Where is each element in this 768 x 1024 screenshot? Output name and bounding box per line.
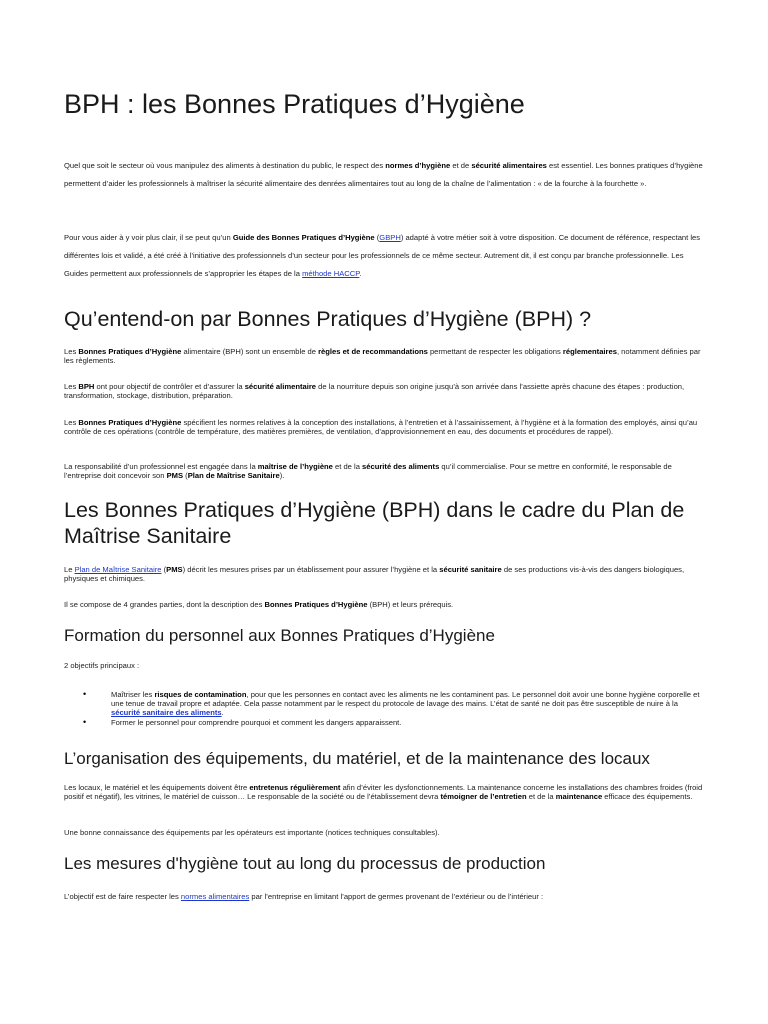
page-title: BPH : les Bonnes Pratiques d’Hygiène [64,89,525,119]
list-item: • Maîtriser les risques de contamination, pour que les personnes en contact avec les aliments ne les contaminent pas. Le personnel doit avoir une bonne hygiène corporelle et une tenue de travail propre et adaptée. Cela passe notamment par le respect du protocole de lavage des mains. L’état de santé ne doit pas être susceptible de nuire à la sécurité sanitaire des aliments. [83,689,700,718]
food-standards-link[interactable]: normes alimentaires [180,892,250,901]
intro-paragraph-2: Pour vous aider à y voir plus clair, il se peut qu’un Guide des Bonnes Pratiques d’Hygiène (GBPH) adapté à votre métier soit à votre disposition. Ce document de référence, respectant les différentes lois et validé, a été créé à l’initiative des professionnels d’un secteur pour les professionnels de ce même secteur. Autrement dit, il est conçu par branche professionnelle. Les Guides permettent aux professionnels de s’approprier les étapes de la méthode HACCP. [64,233,701,278]
bullet-icon: • [83,716,87,727]
training-objectives-list [83,689,705,727]
bph-paragraph-1: Les Bonnes Pratiques d’Hygiène alimentaire (BPH) sont un ensemble de règles et de recommandations permettant de respecter les obligations réglementaires, notamment définies par les règlements. [64,347,701,366]
section-heading-production-hygiene: Les mesures d'hygiène tout au long du processus de production [64,854,546,873]
pms-paragraph-2: Il se compose de 4 grandes parties, dont la description des Bonnes Pratiques d’Hygiène (BPH) et leurs prérequis. [64,600,454,609]
bph-paragraph-2: Les BPH ont pour objectif de contrôler et d’assurer la sécurité alimentaire de la nourriture depuis son origine jusqu’à son arrivée dans l’assiette après chacune des étapes : production, transformation, stockage, distribution, préparation. [64,382,685,401]
section-heading-staff-training: Formation du personnel aux Bonnes Pratiques d’Hygiène [64,626,495,645]
production-paragraph-1: L’objectif est de faire respecter les normes alimentaires par l’entreprise en limitant l’apport de germes provenant de l’extérieur ou de l’intérieur : [64,892,544,901]
bph-paragraph-3: Les Bonnes Pratiques d’Hygiène spécifient les normes relatives à la conception des installations, à l’entretien et à l’assainissement, à l’hygiène et à la formation des employés, ainsi qu’au contrôle de ces opérations (contrôle de température, des matières premières, de ventilation, d’approvisionnement en eau, des documents et procédures de rappel). [64,418,698,437]
haccp-method-link[interactable]: méthode HACCP [302,269,360,278]
bph-paragraph-4: La responsabilité d’un professionnel est engagée dans la maîtrise de l’hygiène et de la sécurité des aliments qu’il commercialise. Pour se mettre en conformité, le responsable de l’entreprise doit concevoir son PMS (Plan de Maîtrise Sanitaire). [64,462,672,481]
section-heading-equipment: L’organisation des équipements, du matériel, et de la maintenance des locaux [64,749,650,768]
equipment-paragraph-2: Une bonne connaissance des équipements par les opérateurs est importante (notices techniques consultables). [64,828,440,837]
food-safety-link[interactable]: sécurité sanitaire des aliments [111,708,222,718]
intro-paragraph-1: Quel que soit le secteur où vous manipulez des aliments à destination du public, le respect des normes d’hygiène et de sécurité alimentaires est essentiel. Les bonnes pratiques d’hygiène permettent d’aider les professionnels à maîtriser la sécurité alimentaire des denrées alimentaires tout au long de la chaîne de l’alimentation : « de la fourche à la fourchette ». [64,161,703,188]
section-heading-bph-definition: Qu’entend-on par Bonnes Pratiques d’Hygiène (BPH) ? [64,307,592,331]
training-intro: 2 objectifs principaux : [64,661,140,670]
bullet-icon: • [83,689,87,699]
list-item: • Former le personnel pour comprendre pourquoi et comment les dangers apparaissent. [83,716,402,727]
pms-paragraph-1: Le Plan de Maîtrise Sanitaire (PMS) décrit les mesures prises par un établissement pour assurer l’hygiène et la sécurité sanitaire de ses productions vis-à-vis des dangers biologiques, physiques et chimiques. [64,565,685,584]
equipment-paragraph-1: Les locaux, le matériel et les équipements doivent être entretenus régulièrement afin d’éviter les dysfonctionnements. La maintenance concerne les installations des chambres froides (froid positif et négatif), les vitrines, le matériel de cuisson… Le responsable de la société ou de l’établissement devra témoigner de l’entretien et de la maintenance efficace des équipements. [64,783,703,802]
section-heading-pms: Les Bonnes Pratiques d’Hygiène (BPH) dans le cadre du Plan de Maîtrise Sanitaire [64,498,685,548]
pms-link[interactable]: Plan de Maîtrise Sanitaire [74,565,162,574]
gbph-link[interactable]: GBPH [379,233,401,242]
